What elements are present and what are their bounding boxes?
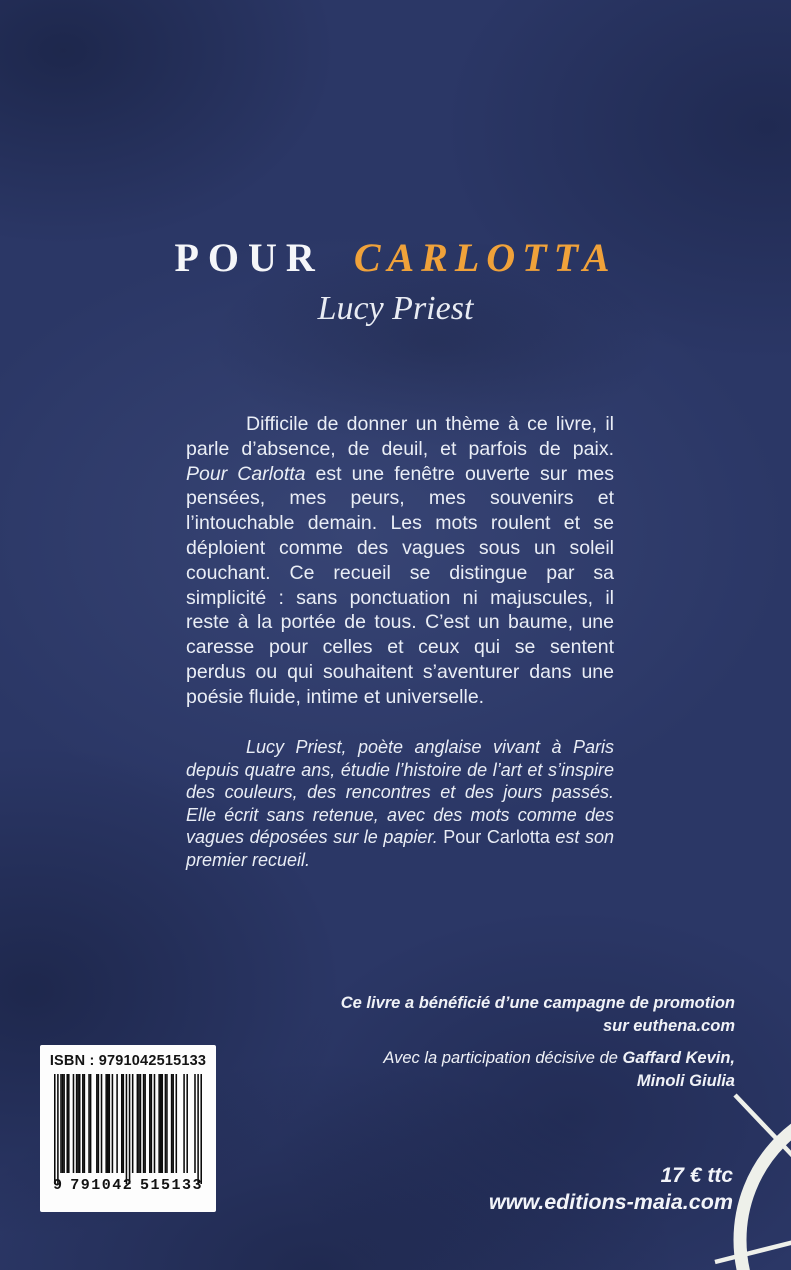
isbn-barcode bbox=[54, 1074, 202, 1184]
synopsis-text-lead: Difficile de donner un thème à ce livre, il parle d’absence, de deuil, et parfois de paix. bbox=[186, 413, 614, 460]
synopsis-paragraph bbox=[186, 412, 614, 710]
synopsis-text-rest: est une fenêtre ouverte sur mes pensées, mes peurs, mes souvenirs et l’intouchable demain. Les mots roulent et se déploient comme des vagues sous un soleil couchant. Ce recueil se distingue par sa simplicité : sans ponctuation ni majuscules, il reste à la portée de tous. C’est un baume, une caresse pour celles et ceux qui se sentent perdus ou qui souhaitent s’aventurer dans une poésie fluide, intime et universelle. bbox=[186, 462, 614, 708]
author-bio-paragraph bbox=[186, 736, 614, 872]
isbn-block bbox=[40, 1045, 216, 1212]
bio-title-upright: Pour Carlotta bbox=[443, 827, 550, 848]
isbn-digit-lead: 9 bbox=[53, 1177, 64, 1194]
author-name: Lucy Priest bbox=[317, 290, 474, 327]
title-word-carlotta: CARLOTTA bbox=[353, 235, 617, 280]
credit-prefix: Avec la participation décisive de bbox=[383, 1049, 623, 1067]
bio-text-lead: Lucy Priest, poète anglaise vivant à Paris depuis quatre ans, étudie l’histoire de l’art et s’inspire des couleurs, des rencontres et des jours passés. Elle écrit sans retenue, avec des mots comme des vagues déposées sur le papier. bbox=[186, 737, 614, 848]
promotion-campaign-line2: sur euthena.com bbox=[602, 1017, 735, 1035]
promotion-campaign-line1: Ce livre a bénéficié d’une campagne de promotion bbox=[340, 994, 735, 1012]
bio-text-rest: est son premier recueil. bbox=[186, 827, 614, 870]
publisher-website: www.editions-maia.com bbox=[488, 1190, 733, 1214]
isbn-digits-row bbox=[53, 1177, 203, 1194]
promotion-credit-line1 bbox=[305, 1047, 735, 1070]
synopsis-title-italic: Pour Carlotta bbox=[186, 462, 306, 485]
promotion-block bbox=[305, 992, 735, 1093]
price-label: 17 € ttc bbox=[660, 1164, 733, 1187]
isbn-label: ISBN : 9791042515133 bbox=[49, 1053, 207, 1069]
credit-name-1: Gaffard Kevin, bbox=[622, 1049, 735, 1067]
ship-wheel-icon bbox=[640, 1080, 791, 1270]
isbn-digit-group1: 791042 bbox=[70, 1177, 134, 1194]
title-word-pour: POUR bbox=[174, 235, 324, 280]
promotion-credit-line2: Minoli Giulia bbox=[636, 1072, 735, 1090]
isbn-digit-group2: 515133 bbox=[139, 1177, 203, 1194]
promotion-spacer bbox=[305, 1038, 735, 1047]
book-title bbox=[0, 236, 791, 280]
